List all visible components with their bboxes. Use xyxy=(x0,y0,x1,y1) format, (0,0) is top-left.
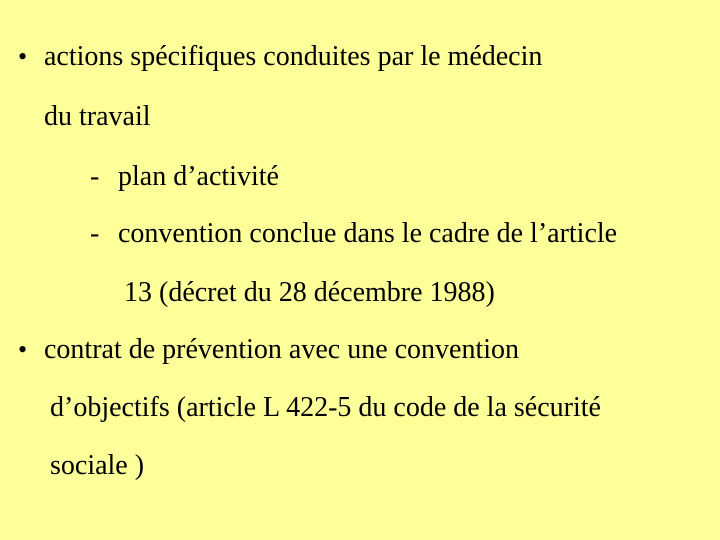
subitem-2-text-2: 13 (décret du 28 décembre 1988) xyxy=(124,277,495,308)
bullet-item-2-text-2: d’objectifs (article L 422-5 du code de la sécurité xyxy=(50,392,601,423)
bullet-item-2-text-3: sociale ) xyxy=(50,450,145,481)
bullet-icon: • xyxy=(18,335,28,364)
bullet-item-2-line-1 xyxy=(18,334,519,366)
bullet-item-1-text-1: actions spécifiques conduites par le médecin xyxy=(44,41,543,72)
dash-icon: - xyxy=(90,161,100,192)
bullet-item-2-line-2 xyxy=(50,392,601,424)
bullet-item-1-line-2 xyxy=(44,101,151,133)
bullet-item-2-line-3 xyxy=(50,450,144,482)
subitem-2-text-1: convention conclue dans le cadre de l’article xyxy=(118,218,618,249)
bullet-icon: • xyxy=(18,42,28,71)
bullet-item-1-text-2: du travail xyxy=(44,101,151,132)
bullet-item-1-line-1 xyxy=(18,41,542,73)
subitem-1-line-1 xyxy=(90,161,279,193)
bullet-item-2-text-1: contrat de prévention avec une convention xyxy=(44,334,520,365)
dash-icon: - xyxy=(90,218,100,249)
subitem-2-line-2 xyxy=(124,277,495,309)
subitem-2-line-1 xyxy=(90,218,617,250)
subitem-1-text-1: plan d’activité xyxy=(118,161,279,192)
